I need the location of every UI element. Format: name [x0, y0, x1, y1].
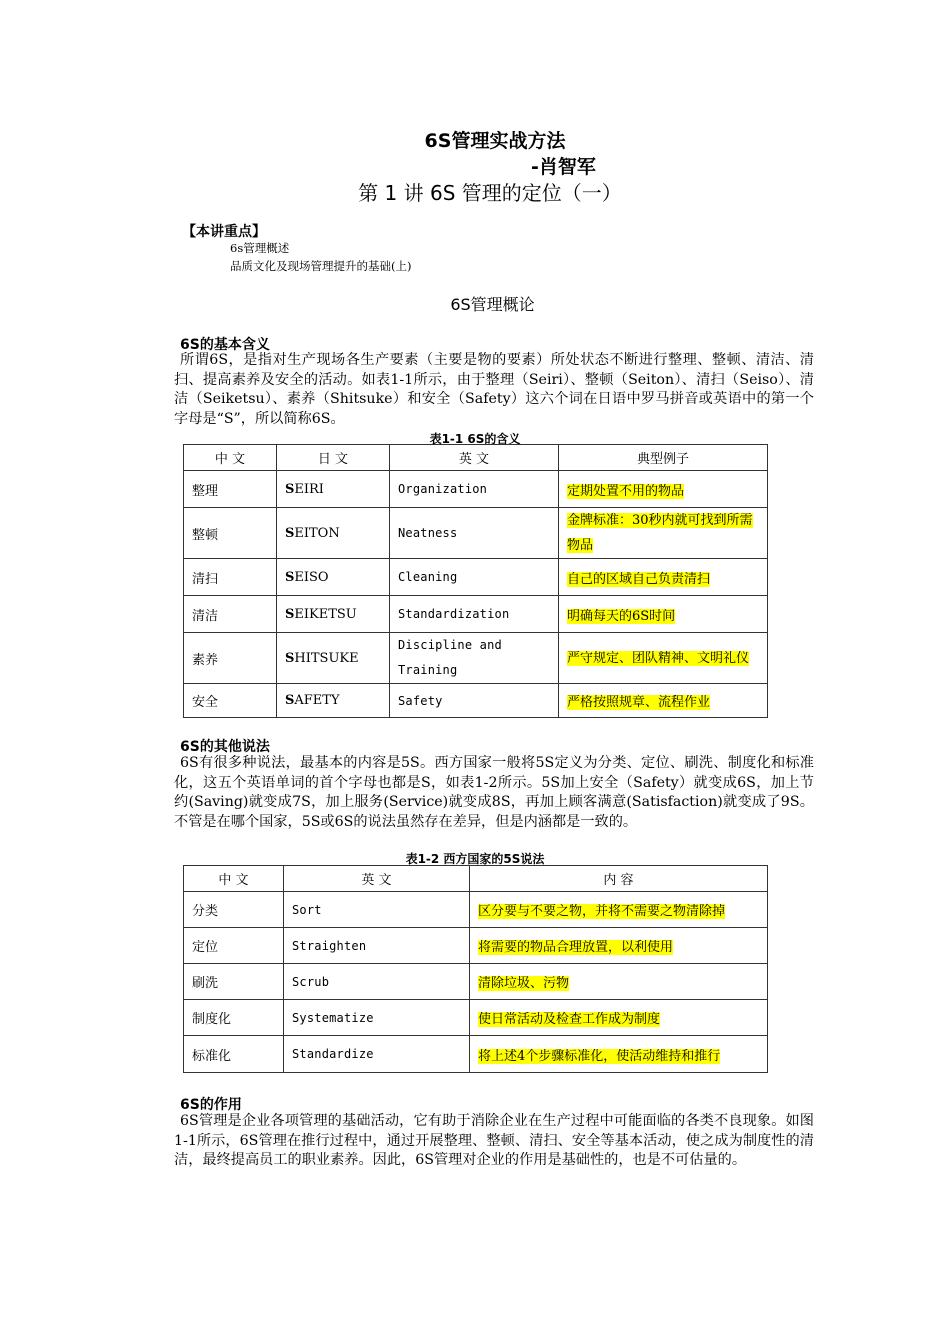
section-title: 6S管理概论: [450, 295, 535, 314]
key-point-item: 6s管理概述: [230, 241, 290, 255]
header-cell: 典型例子: [559, 445, 768, 471]
jp-rest: EIKETSU: [294, 606, 357, 622]
cell-en: Safety: [390, 684, 559, 718]
header-cell: 中 文: [184, 866, 284, 892]
cell-jp: [277, 559, 390, 596]
cell-cn: 刷洗: [184, 964, 284, 1000]
table-row: [184, 892, 768, 928]
heading-other: 6S的其他说法: [180, 739, 270, 755]
table-western-5s: [183, 865, 768, 1073]
jp-initial: S: [285, 481, 295, 497]
cell-en: Systematize: [284, 1000, 470, 1036]
paragraph-role: 6S管理是企业各项管理的基础活动，它有助于消除企业在生产过程中可能面临的各类不良现象。如图1-1所示，6S管理在推行过程中，通过开展整理、整顿、清扫、安全等基本活动，使之成为制度性的清洁，最终提高员工的职业素养。因此，6S管理对企业的作用是基础性的，也是不可估量的。: [174, 1113, 814, 1169]
highlighted-text: 金牌标准：30秒内就可找到所需物品: [567, 513, 753, 553]
cell-cn: 标准化: [184, 1036, 284, 1073]
cell-en: Standardize: [284, 1036, 470, 1073]
cell-content: [470, 892, 768, 928]
highlighted-text: 清除垃圾、污物: [478, 976, 570, 991]
table-row: [184, 508, 768, 559]
highlighted-text: 严守规定、团队精神、文明礼仪: [567, 650, 750, 666]
table-row: [184, 1000, 768, 1036]
cell-jp: [277, 684, 390, 718]
jp-initial: S: [285, 569, 295, 585]
cell-example: [559, 559, 768, 596]
jp-rest: AFETY: [294, 693, 340, 708]
header-cell: 内 容: [470, 866, 768, 892]
jp-initial: S: [285, 693, 295, 708]
table-row: [184, 1036, 768, 1073]
cell-jp: [277, 471, 390, 508]
table-row: [184, 928, 768, 964]
author: -肖智军: [531, 156, 596, 178]
highlighted-text: 自己的区域自己负责清扫: [567, 571, 711, 587]
cell-cn: 整顿: [184, 508, 277, 559]
highlighted-text: 将需要的物品合理放置，以利使用: [478, 940, 674, 955]
cell-en: Organization: [390, 471, 559, 508]
highlighted-text: 严格按照规章、流程作业: [567, 695, 711, 710]
cell-en: Sort: [284, 892, 470, 928]
cell-cn: 安全: [184, 684, 277, 718]
table-header-row: [184, 445, 768, 471]
jp-initial: S: [285, 606, 295, 622]
table-row: [184, 559, 768, 596]
jp-rest: HITSUKE: [294, 650, 359, 666]
cell-cn: 分类: [184, 892, 284, 928]
highlighted-text: 将上述4个步骤标准化，使活动维持和推行: [478, 1048, 721, 1064]
cell-cn: 整理: [184, 471, 277, 508]
table-6s-meaning: [183, 444, 768, 718]
cell-en: Standardization: [390, 596, 559, 633]
heading-meaning: 6S的基本含义: [180, 337, 270, 353]
document-title: 6S管理实战方法: [424, 130, 566, 152]
jp-rest: EITON: [294, 525, 340, 541]
cell-en: Neatness: [390, 508, 559, 559]
jp-initial: S: [285, 525, 295, 541]
cell-content: [470, 964, 768, 1000]
cell-cn: 定位: [184, 928, 284, 964]
cell-cn: 素养: [184, 633, 277, 684]
cell-en: Cleaning: [390, 559, 559, 596]
key-points-heading: 【本讲重点】: [182, 224, 266, 240]
cell-example: [559, 471, 768, 508]
table-row: [184, 471, 768, 508]
highlighted-text: 区分要与不要之物，并将不需要之物清除掉: [478, 904, 726, 919]
table-header-row: [184, 866, 768, 892]
highlighted-text: 使日常活动及检查工作成为制度: [478, 1012, 661, 1027]
jp-rest: EISO: [294, 569, 329, 585]
cell-cn: 制度化: [184, 1000, 284, 1036]
cell-example: [559, 633, 768, 684]
table-row: [184, 596, 768, 633]
highlighted-text: 定期处置不用的物品: [567, 483, 685, 499]
cell-jp: [277, 508, 390, 559]
table-row: [184, 684, 768, 718]
cell-en: Scrub: [284, 964, 470, 1000]
lecture-title: 第 1 讲 6S 管理的定位（一）: [358, 181, 622, 205]
cell-example: [559, 596, 768, 633]
cell-content: [470, 1000, 768, 1036]
highlighted-text: 明确每天的6S时间: [567, 608, 676, 624]
table1-caption: 表1-1 6S的含义: [429, 432, 521, 446]
heading-role: 6S的作用: [180, 1097, 242, 1113]
header-cell: 英 文: [284, 866, 470, 892]
cell-example: [559, 684, 768, 718]
paragraph-other: 6S有很多种说法，最基本的内容是5S。西方国家一般将5S定义为分类、定位、刷洗、制度化和标准化，这五个英语单词的首个字母也都是S，如表1-2所示。5S加上安全（Safety）就变成6S，加上节约(Saving)就变成7S，加上服务(Service)就变成8S，再加上顾客满意(Satisfaction)就变成了9S。不管是在哪个国家，5S或6S的说法虽然存在差异，但是内涵都是一致的。: [174, 755, 814, 831]
cell-en: Discipline and Training: [390, 633, 559, 684]
cell-jp: [277, 633, 390, 684]
jp-rest: EIRI: [294, 481, 324, 497]
key-point-item: 品质文化及现场管理提升的基础(上): [230, 259, 412, 273]
cell-content: [470, 928, 768, 964]
cell-cn: 清扫: [184, 559, 277, 596]
table-row: [184, 633, 768, 684]
paragraph-meaning: 所谓6S，是指对生产现场各生产要素（主要是物的要素）所处状态不断进行整理、整顿、清洁、清扫、提高素养及安全的活动。如表1-1所示，由于整理（Seiri）、整顿（Seiton）、清扫（Seiso）、清洁（Seiketsu）、素养（Shitsuke）和安全（Safety）这六个词在日语中罗马拼音或英语中的第一个字母是“S”，所以简称6S。: [174, 352, 814, 428]
cell-en: Straighten: [284, 928, 470, 964]
cell-content: [470, 1036, 768, 1073]
jp-initial: S: [285, 650, 295, 666]
cell-cn: 清洁: [184, 596, 277, 633]
table2-caption: 表1-2 西方国家的5S说法: [405, 852, 545, 866]
cell-example: [559, 508, 768, 559]
header-cell: 中 文: [184, 445, 277, 471]
header-cell: 英 文: [390, 445, 559, 471]
header-cell: 日 文: [277, 445, 390, 471]
cell-jp: [277, 596, 390, 633]
table-row: [184, 964, 768, 1000]
